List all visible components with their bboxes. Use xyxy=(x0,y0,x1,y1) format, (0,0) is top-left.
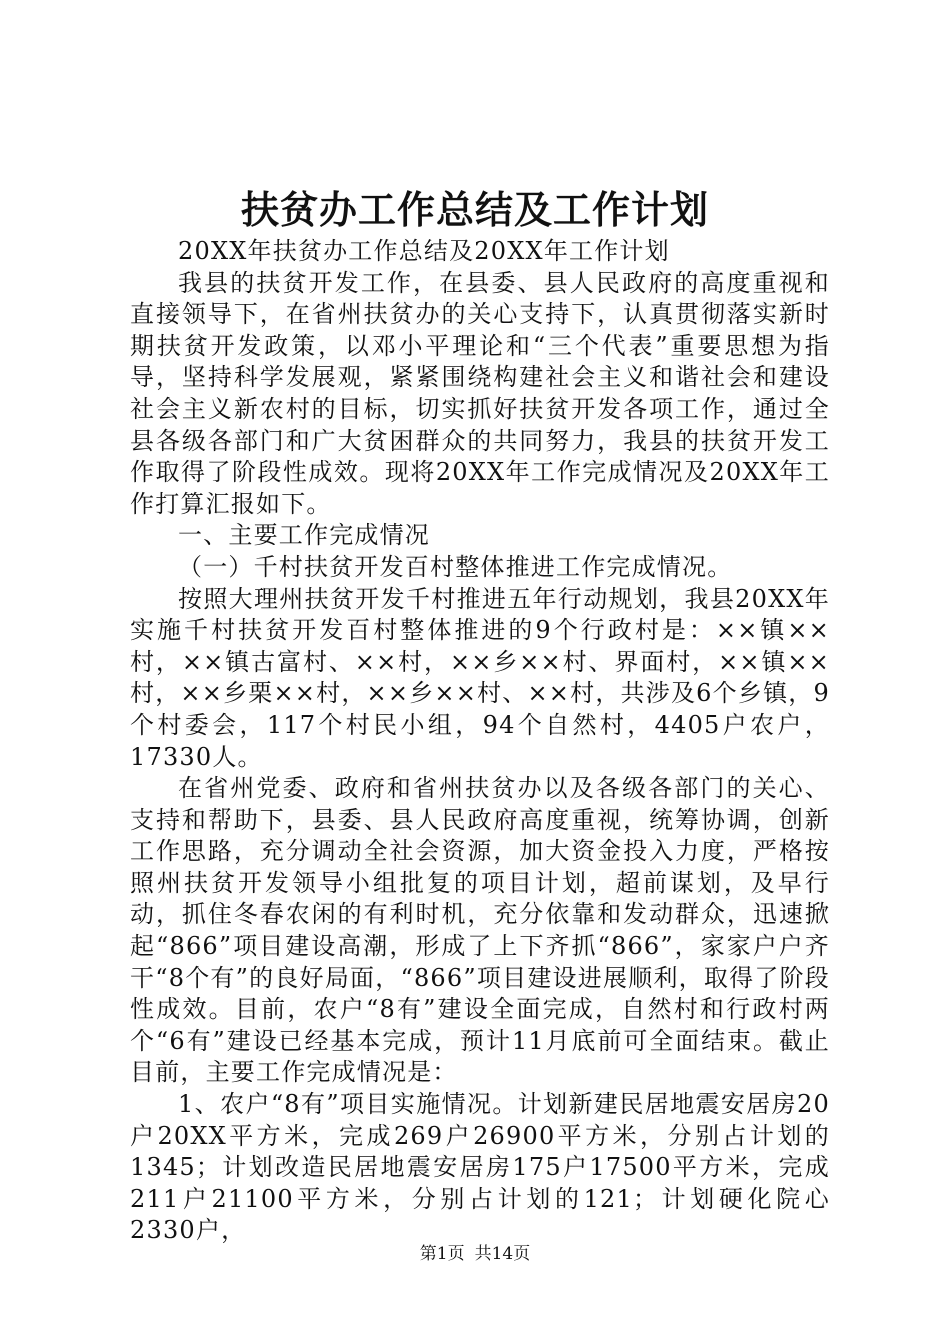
body-paragraph: 1、农户“8有”项目实施情况。计划新建民居地震安居房20户20XX平方米，完成269户26900平方米，分别占计划的1345；计划改造民居地震安居房175户17500平方米，完成211户21100平方米，分别占计划的121；计划硬化院心2330户， xyxy=(130,1090,830,1245)
page-number: 第1页 xyxy=(419,1244,465,1264)
page-footer xyxy=(0,1242,950,1266)
page-total: 共14页 xyxy=(474,1244,531,1264)
subsection-heading: （一）千村扶贫开发百村整体推进工作完成情况。 xyxy=(178,552,733,581)
document-body xyxy=(130,236,830,1247)
body-paragraph: 按照大理州扶贫开发千村推进五年行动规划，我县20XX年实施千村扶贫开发百村整体推进的9个行政村是：××镇××村，××镇古富村、××村，××乡××村、界面村，××镇××村，××乡栗××村，××乡××村、××村，共涉及6个乡镇，9个村委会，117个村民小组，94个自然村，4405户农户，17330人。 xyxy=(130,584,830,771)
section-heading: 一、主要工作完成情况 xyxy=(178,521,430,550)
body-paragraph: 在省州党委、政府和省州扶贫办以及各级各部门的关心、支持和帮助下，县委、县人民政府高度重视，统筹协调，创新工作思路，充分调动全社会资源，加大资金投入力度，严格按照州扶贫开发领导小组批复的项目计划，超前谋划，及早行动，抓住冬春农闲的有利时机，充分依靠和发动群众，迅速掀起“866”项目建设高潮，形成了上下齐抓“866”，家家户户齐干“8个有”的良好局面，“866”项目建设进展顺利，取得了阶段性成效。目前，农户“8有”建设全面完成，自然村和行政村两个“6有”建设已经基本完成，预计11月底前可全面结束。截止目前，主要工作完成情况是： xyxy=(130,774,830,1087)
subtitle-paragraph: 20XX年扶贫办工作总结及20XX年工作计划 xyxy=(178,237,670,265)
document-title: 扶贫办工作总结及工作计划 xyxy=(240,187,709,232)
body-paragraph: 我县的扶贫开发工作，在县委、县人民政府的高度重视和直接领导下，在省州扶贫办的关心支持下，认真贯彻落实新时期扶贫开发政策，以邓小平理论和“三个代表”重要思想为指导，坚持科学发展观，紧紧围绕构建社会主义和谐社会和建设社会主义新农村的目标，切实抓好扶贫开发各项工作，通过全县各级各部门和广大贫困群众的共同努力，我县的扶贫开发工作取得了阶段性成效。现将20XX年工作完成情况及20XX年工作打算汇报如下。 xyxy=(130,268,830,518)
